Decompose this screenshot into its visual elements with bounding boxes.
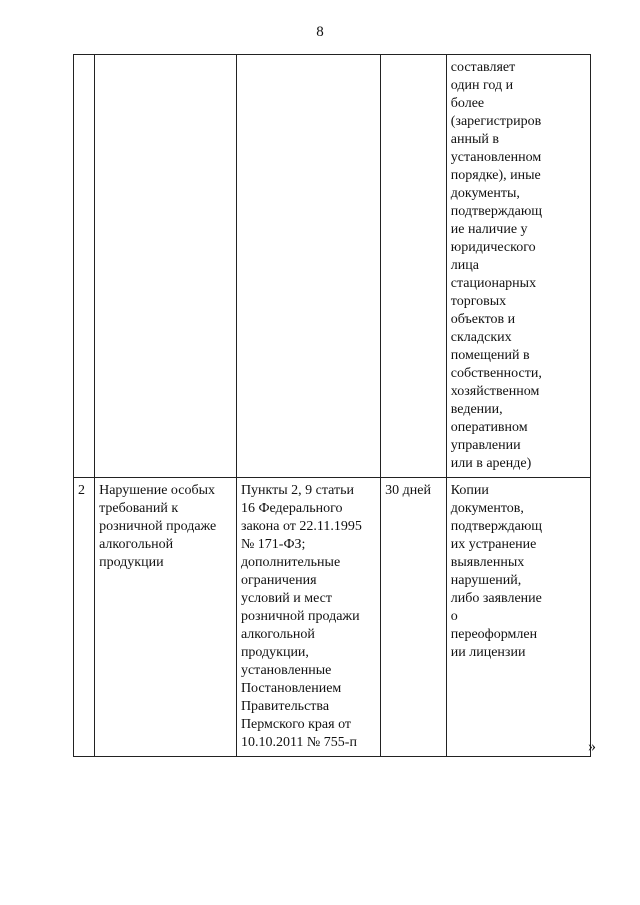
documents-cell: составляет один год и более (зарегистриров анный в установленном порядке), иные документы, подтверждающ ие наличие у юридического лица стационарных торговых объектов и складских помещений в собственности, хозяйственном ведении, оперативном управлении или в аренде)	[446, 55, 590, 478]
table-row	[74, 55, 591, 478]
legal-basis-cell: Пункты 2, 9 статьи 16 Федерального закона от 22.11.1995 № 171-ФЗ; дополнительные ограничения условий и мест розничной продажи алкогольной продукции, установленные Постановлением Правительства Пермского края от 10.10.2011 № 755-п	[236, 478, 380, 757]
documents-cell: Копии документов, подтверждающ их устранение выявленных нарушений, либо заявление о переоформлен ии лицензии	[446, 478, 590, 757]
page-number: 8	[316, 24, 324, 40]
term-cell: 30 дней	[381, 478, 447, 757]
table-row	[74, 478, 591, 757]
violation-cell	[95, 55, 237, 478]
requirements-table	[73, 54, 591, 757]
closing-quote-mark: »	[588, 738, 596, 755]
violation-cell: Нарушение особых требований к розничной продаже алкогольной продукции	[95, 478, 237, 757]
legal-basis-cell	[236, 55, 380, 478]
row-number-cell	[74, 55, 95, 478]
term-cell	[381, 55, 447, 478]
row-number-cell: 2	[74, 478, 95, 757]
